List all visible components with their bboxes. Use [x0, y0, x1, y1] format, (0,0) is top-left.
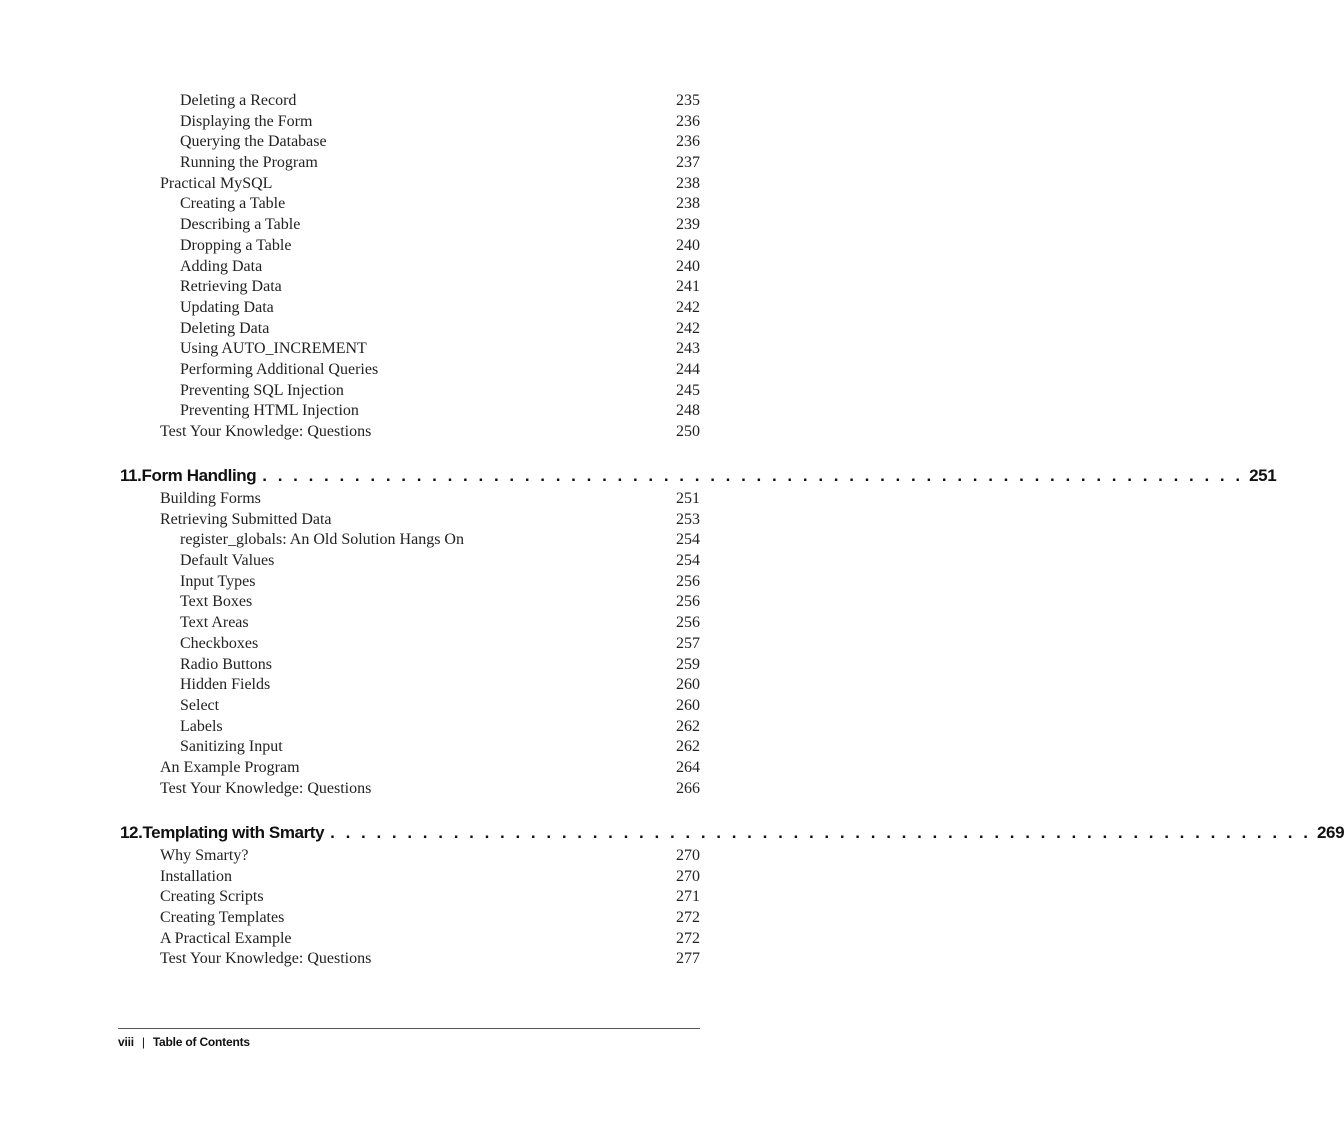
toc-entry-page: 260	[676, 676, 700, 694]
page-number: viii	[118, 1035, 134, 1049]
chapter-title: Templating with Smarty	[142, 823, 325, 842]
toc-entry[interactable]	[160, 737, 700, 758]
toc-entry[interactable]	[160, 215, 700, 236]
toc-entry-page: 254	[676, 531, 700, 549]
toc-entry-page: 272	[676, 909, 700, 927]
toc-entry-title: An Example Program	[160, 758, 300, 776]
chapter-title: Form Handling	[141, 466, 257, 485]
toc-entry-title: Performing Additional Queries	[180, 360, 379, 378]
dot-leader: . . . . . . . . . . . . . . . . . . . . . . . . . . . . . . . . . . . . . . . . . . . . . . . . . . . . . . . . . . . . . . . .	[330, 823, 1311, 842]
toc-entry-page: 242	[676, 298, 700, 316]
toc-entry[interactable]	[160, 236, 700, 257]
toc-entry-page: 236	[676, 133, 700, 151]
toc-entry[interactable]	[160, 949, 700, 970]
toc-entry-title: A Practical Example	[160, 929, 292, 947]
toc-entry-page: 236	[676, 112, 700, 130]
toc-entry-page: 243	[676, 340, 700, 358]
toc-entry[interactable]	[160, 758, 700, 779]
toc-entry[interactable]	[160, 339, 700, 360]
toc-entry-page: 238	[676, 195, 700, 213]
toc-entry[interactable]	[160, 489, 700, 510]
toc-entry[interactable]	[160, 779, 700, 800]
toc-entry-page: 256	[676, 572, 700, 590]
toc-entry-title: Test Your Knowledge: Questions	[160, 950, 372, 968]
toc-entry-title: Displaying the Form	[180, 112, 313, 130]
toc-entry[interactable]	[160, 867, 700, 888]
chapter-page: 251	[1249, 466, 1277, 485]
toc-entry-page: 256	[676, 593, 700, 611]
toc-entry-title: Preventing HTML Injection	[180, 402, 359, 420]
chapter-12-entries	[160, 846, 700, 970]
toc-entry-page: 242	[676, 319, 700, 337]
toc-entry[interactable]	[160, 277, 700, 298]
toc-entry[interactable]	[160, 592, 700, 613]
toc-entry-page: 245	[676, 381, 700, 399]
toc-entry[interactable]	[160, 510, 700, 531]
toc-entry-title: Test Your Knowledge: Questions	[160, 779, 372, 797]
toc-entry[interactable]	[160, 887, 700, 908]
toc-entry-page: 264	[676, 758, 700, 776]
toc-entry[interactable]	[160, 381, 700, 402]
toc-entry[interactable]	[160, 846, 700, 867]
toc-entry-title: Practical MySQL	[160, 174, 273, 192]
toc-entry[interactable]	[160, 257, 700, 278]
chapter-11-entries	[160, 489, 700, 799]
toc-entry-title: Text Boxes	[180, 593, 253, 611]
toc-entry[interactable]	[160, 530, 700, 551]
toc-entry[interactable]	[160, 153, 700, 174]
toc-entry[interactable]	[160, 319, 700, 340]
toc-entry-title: Building Forms	[160, 490, 261, 507]
toc-entry[interactable]	[160, 298, 700, 319]
toc-entry-page: 240	[676, 257, 700, 275]
toc-entry[interactable]	[160, 572, 700, 593]
toc-entry-page: 254	[676, 552, 700, 570]
toc-entry[interactable]	[160, 132, 700, 153]
toc-entry-title: Input Types	[180, 572, 256, 590]
toc-entry[interactable]	[160, 360, 700, 381]
toc-entry-title: Radio Buttons	[180, 655, 273, 673]
running-section-title: Table of Contents	[152, 1035, 250, 1049]
toc-entry-title: Using AUTO_INCREMENT	[180, 340, 367, 358]
toc-entry-title: Installation	[160, 867, 232, 885]
toc-entry-title: Creating Scripts	[160, 888, 264, 906]
toc-entry-page: 271	[676, 888, 700, 906]
toc-entry-title: Running the Program	[180, 154, 318, 172]
toc-entry-title: Checkboxes	[180, 634, 259, 652]
toc-entry-title: Creating Templates	[160, 909, 285, 927]
page-footer	[118, 1035, 250, 1049]
toc-entry[interactable]	[160, 717, 700, 738]
toc-entry-page: 251	[676, 490, 700, 507]
toc-entry-title: Hidden Fields	[180, 676, 271, 694]
toc-entry-page: 256	[676, 614, 700, 632]
footer-rule	[118, 1028, 700, 1029]
toc-entry[interactable]	[160, 174, 700, 195]
toc-entry[interactable]	[160, 91, 700, 112]
toc-entry[interactable]	[160, 655, 700, 676]
toc-entry-page: 270	[676, 867, 700, 885]
chapter-12-heading[interactable]	[120, 823, 1344, 847]
toc-entry-page: 244	[676, 360, 700, 378]
toc-entry[interactable]	[160, 401, 700, 422]
chapter-number: 11.	[120, 466, 142, 485]
toc-entry[interactable]	[160, 194, 700, 215]
toc-entry-page: 270	[676, 847, 700, 864]
toc-entry-page: 239	[676, 216, 700, 234]
toc-entry-title: Dropping a Table	[180, 236, 292, 254]
toc-entry-title: Text Areas	[180, 614, 249, 632]
toc-entry-title: Sanitizing Input	[180, 738, 283, 756]
toc-entry-title: Deleting Data	[180, 319, 270, 337]
toc-entry-page: 262	[676, 738, 700, 756]
toc-entry-title: Retrieving Data	[180, 278, 282, 296]
toc-entry[interactable]	[160, 634, 700, 655]
toc-entry-title: Creating a Table	[180, 195, 286, 213]
toc-entry-title: Adding Data	[180, 257, 263, 275]
toc-entry[interactable]	[160, 908, 700, 929]
chapter-number: 12.	[120, 823, 143, 842]
toc-entry-title: Select	[180, 696, 220, 714]
toc-entry-title: Preventing SQL Injection	[180, 381, 344, 399]
toc-entry-title: Why Smarty?	[160, 847, 249, 864]
toc-entry-page: 262	[676, 717, 700, 735]
toc-entry-page: 237	[676, 154, 700, 172]
toc-entry-title: Describing a Table	[180, 216, 301, 234]
toc-entry-page: 277	[676, 950, 700, 968]
chapter-page: 269	[1316, 823, 1344, 842]
toc-entry-title: Deleting a Record	[180, 92, 297, 109]
dot-leader: . . . . . . . . . . . . . . . . . . . . . . . . . . . . . . . . . . . . . . . . . . . . . . . . . . . . . . . . . . . . . . . .	[262, 466, 1244, 485]
toc-entry[interactable]	[160, 613, 700, 634]
toc-entry[interactable]	[160, 422, 700, 443]
chapter-11-heading[interactable]	[120, 466, 1277, 490]
toc-entry-page: 248	[676, 402, 700, 420]
toc-entry-page: 260	[676, 696, 700, 714]
toc-entry-title: Updating Data	[180, 298, 274, 316]
toc-entry-page: 250	[676, 423, 700, 440]
toc-entry-page: 240	[676, 236, 700, 254]
toc-entry-title: Test Your Knowledge: Questions	[160, 423, 372, 440]
toc-entry-title: register_globals: An Old Solution Hangs On	[180, 531, 464, 549]
toc-entry-page: 241	[676, 278, 700, 296]
footer-separator: |	[141, 1035, 145, 1049]
toc-entry-title: Querying the Database	[180, 133, 327, 151]
toc-entry[interactable]	[160, 675, 700, 696]
toc-entry[interactable]	[160, 112, 700, 133]
toc-entry-title: Retrieving Submitted Data	[160, 510, 332, 528]
toc-entry[interactable]	[160, 696, 700, 717]
toc-entry[interactable]	[160, 551, 700, 572]
toc-entry-page: 253	[676, 510, 700, 528]
toc-entry-page: 259	[676, 655, 700, 673]
toc-entry-title: Default Values	[180, 552, 275, 570]
toc-section-list	[160, 91, 700, 443]
toc-entry-title: Labels	[180, 717, 223, 735]
toc-entry-page: 235	[676, 92, 700, 109]
toc-entry-page: 257	[676, 634, 700, 652]
toc-entry-page: 272	[676, 929, 700, 947]
toc-entry-page: 238	[676, 174, 700, 192]
toc-entry-page: 266	[676, 779, 700, 797]
toc-entry[interactable]	[160, 929, 700, 950]
